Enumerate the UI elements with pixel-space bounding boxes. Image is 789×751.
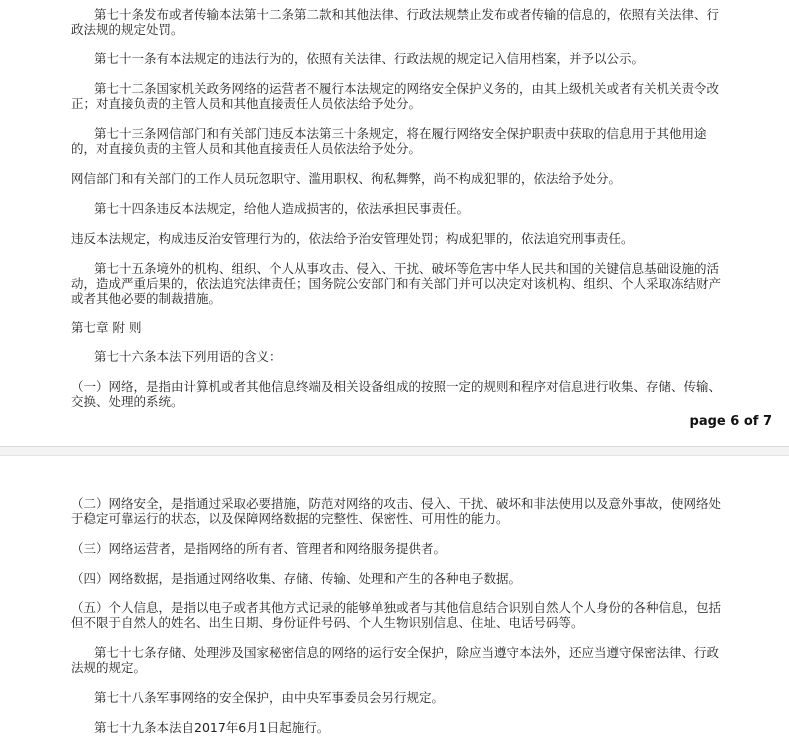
chapter-7-heading: 第七章 附 则 xyxy=(71,320,142,335)
definition-4-paragraph: （四）网络数据，是指通过网络收集、存储、传输、处理和产生的各种电子数据。 xyxy=(71,571,522,586)
article-73-second-paragraph: 网信部门和有关部门的工作人员玩忽职守、滥用职权、徇私舞弊，尚不构成犯罪的，依法给予处分。 xyxy=(71,171,622,186)
page-separator xyxy=(0,446,789,456)
article-75-paragraph: 第七十五条境外的机构、组织、个人从事攻击、侵入、干扰、破坏等危害中华人民共和国的关键信息基础设施的活动，造成严重后果的，依法追究法律责任；国务院公安部门和有关部门并可以决定对该机构、组织、个人采取冻结财产或者其他必要的制裁措施。 xyxy=(71,261,722,306)
article-74-second-paragraph: 违反本法规定，构成违反治安管理行为的，依法给予治安管理处罚；构成犯罪的，依法追究刑事责任。 xyxy=(71,231,634,246)
article-76-paragraph: 第七十六条本法下列用语的含义： xyxy=(94,349,282,364)
definition-3-paragraph: （三）网络运营者，是指网络的所有者、管理者和网络服务提供者。 xyxy=(71,541,447,556)
page-number: page 6 of 7 xyxy=(689,414,772,429)
article-71-paragraph: 第七十一条有本法规定的违法行为的，依照有关法律、行政法规的规定记入信用档案，并予以公示。 xyxy=(94,51,645,66)
document-page-7 xyxy=(0,456,789,751)
article-70-paragraph: 第七十条发布或者传输本法第十二条第二款和其他法律、行政法规禁止发布或者传输的信息的，依照有关法律、行政法规的规定处罚。 xyxy=(71,7,720,37)
article-79-paragraph: 第七十九条本法自2017年6月1日起施行。 xyxy=(94,720,330,735)
article-74-paragraph: 第七十四条违反本法规定，给他人造成损害的，依法承担民事责任。 xyxy=(94,201,470,216)
definition-5-paragraph: （五）个人信息，是指以电子或者其他方式记录的能够单独或者与其他信息结合识别自然人个人身份的各种信息，包括但不限于自然人的姓名、出生日期、身份证件号码、个人生物识别信息、住址、电话号码等。 xyxy=(71,600,722,630)
article-73-paragraph: 第七十三条网信部门和有关部门违反本法第三十条规定，将在履行网络安全保护职责中获取的信息用于其他用途的，对直接负责的主管人员和其他直接责任人员依法给予处分。 xyxy=(71,126,707,156)
article-72-paragraph: 第七十二条国家机关政务网络的运营者不履行本法规定的网络安全保护义务的，由其上级机关或者有关机关责令改正；对直接负责的主管人员和其他直接责任人员依法给予处分。 xyxy=(71,81,720,111)
article-78-paragraph: 第七十八条军事网络的安全保护，由中央军事委员会另行规定。 xyxy=(94,690,445,705)
definition-2-paragraph: （二）网络安全，是指通过采取必要措施，防范对网络的攻击、侵入、干扰、破坏和非法使用以及意外事故，使网络处于稳定可靠运行的状态，以及保障网络数据的完整性、保密性、可用性的能力。 xyxy=(71,496,722,526)
definition-1-paragraph: （一）网络，是指由计算机或者其他信息终端及相关设备组成的按照一定的规则和程序对信息进行收集、存储、传输、交换、处理的系统。 xyxy=(71,379,722,409)
article-77-paragraph: 第七十七条存储、处理涉及国家秘密信息的网络的运行安全保护，除应当遵守本法外，还应当遵守保密法律、行政法规的规定。 xyxy=(71,645,720,675)
